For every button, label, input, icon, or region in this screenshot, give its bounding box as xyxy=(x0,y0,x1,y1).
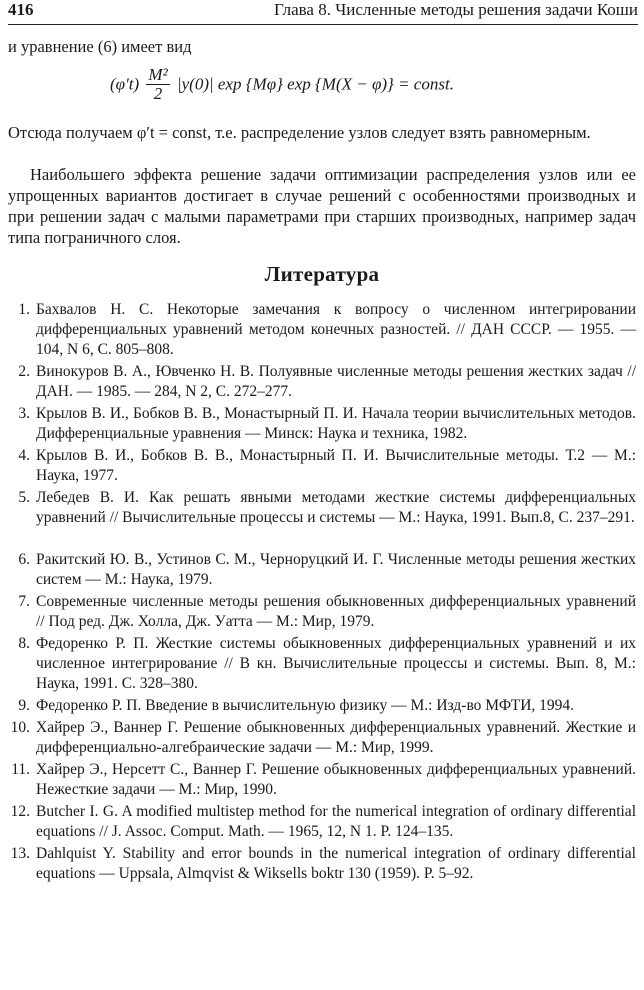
reference-text: Хайрер Э., Ваннер Г. Решение обыкновенных дифференциальных уравнений. Жесткие и дифференциально-алгебраические задачи — М.: Мир, 1999. xyxy=(36,719,636,756)
conclusion-paragraph: Отсюда получаем φ′t = const, т.е. распределение узлов следует взять равномерным. xyxy=(8,123,591,142)
intro-text: и уравнение (6) имеет вид xyxy=(8,37,192,56)
formula xyxy=(110,66,530,114)
reference-text: Ракитский Ю. В., Устинов С. М., Черноруцкий И. Г. Численные методы решения жестких систем — М.: Наука, 1979. xyxy=(36,551,636,588)
reference-number: 8. xyxy=(18,635,30,652)
optimization-paragraph: Наибольшего эффекта решение задачи оптимизации распределения узлов или ее упрощенных вариантов достигает в случае решений с особенностями производных и при решении задач с малыми параметрами при старших производных, например задач типа пограничного слоя. xyxy=(8,165,636,247)
reference-number: 11. xyxy=(11,761,30,778)
reference-number: 1. xyxy=(18,301,30,318)
reference-item xyxy=(8,488,636,548)
reference-text: Федоренко Р. П. Введение в вычислительную физику — М.: Изд-во МФТИ, 1994. xyxy=(36,697,575,714)
reference-text: Винокуров В. А., Ювченко Н. В. Полуявные численные методы решения жестких задач // ДАН. — 1985. — 284, N 2, С. 272–277. xyxy=(36,363,636,400)
reference-number: 9. xyxy=(18,697,30,714)
reference-item xyxy=(8,844,636,884)
reference-text: Лебедев В. И. Как решать явными методами жесткие системы дифференциальных уравнений // Вычислительные процессы и системы — М.: Наука, 1991. Вып.8, С. 237–291. xyxy=(36,489,636,526)
reference-item xyxy=(8,696,636,716)
reference-number: 10. xyxy=(10,719,30,736)
formula-numerator: M² xyxy=(148,65,168,84)
reference-text: Бахвалов Н. С. Некоторые замечания к вопросу о численном интегрировании дифференциальных уравнений методом конечных разностей. // ДАН СССР. — 1955. — 104, N 6, С. 805–808. xyxy=(36,301,636,358)
reference-text: Butcher I. G. A modified multistep method for the numerical integration of ordinary differential equations // J. Assoc. Comput. Math. — 1965, 12, N 1. P. 124–135. xyxy=(36,803,636,840)
running-header xyxy=(8,0,638,25)
reference-item xyxy=(8,446,636,486)
references-heading: Литература xyxy=(264,262,380,286)
reference-number: 6. xyxy=(18,551,30,568)
reference-number: 7. xyxy=(18,593,30,610)
reference-number: 5. xyxy=(18,489,30,506)
reference-item xyxy=(8,550,636,590)
reference-text: Крылов В. И., Бобков В. В., Монастырный П. И. Начала теории вычислительных методов. Дифференциальные уравнения — Минск: Наука и техника, 1982. xyxy=(36,405,636,442)
reference-list xyxy=(8,300,636,886)
reference-item xyxy=(8,760,636,800)
reference-number: 4. xyxy=(18,447,30,464)
reference-text: Федоренко Р. П. Жесткие системы обыкновенных дифференциальных уравнений и их численное интегрирование // В кн. Вычислительные процессы и системы. Вып. 8, М.: Наука, 1991. С. 328–380. xyxy=(36,635,636,692)
reference-number: 12. xyxy=(10,803,30,820)
reference-item xyxy=(8,802,636,842)
reference-item xyxy=(8,362,636,402)
formula-rest: |y(0)| exp {Mφ} exp {M(X − φ)} = const. xyxy=(176,74,454,94)
formula-fraction xyxy=(146,66,169,103)
reference-item xyxy=(8,592,636,632)
formula-denominator: 2 xyxy=(153,84,163,103)
reference-item xyxy=(8,300,636,360)
reference-item xyxy=(8,718,636,758)
reference-text: Dahlquist Y. Stability and error bounds in the numerical integration of ordinary differential equations — Uppsala, Almqvist & Wiksells boktr 130 (1959). P. 5–92. xyxy=(36,845,636,882)
reference-number: 2. xyxy=(18,363,30,380)
page-number: 416 xyxy=(8,0,34,19)
reference-item xyxy=(8,404,636,444)
reference-number: 13. xyxy=(10,845,30,862)
reference-text: Крылов В. И., Бобков В. В., Монастырный П. И. Вычислительные методы. Т.2 — М.: Наука, 1977. xyxy=(36,447,636,484)
formula-lhs: (φ′t) xyxy=(110,74,140,94)
running-title: Глава 8. Численные методы решения задачи Коши xyxy=(274,0,638,19)
reference-text: Современные численные методы решения обыкновенных дифференциальных уравнений // Под ред. Дж. Холла, Дж. Уатта — М.: Мир, 1979. xyxy=(36,593,636,630)
reference-text: Хайрер Э., Нерсетт С., Ваннер Г. Решение обыкновенных дифференциальных уравнений. Нежесткие задачи — М.: Мир, 1990. xyxy=(36,761,636,798)
reference-number: 3. xyxy=(18,405,30,422)
reference-item xyxy=(8,634,636,694)
